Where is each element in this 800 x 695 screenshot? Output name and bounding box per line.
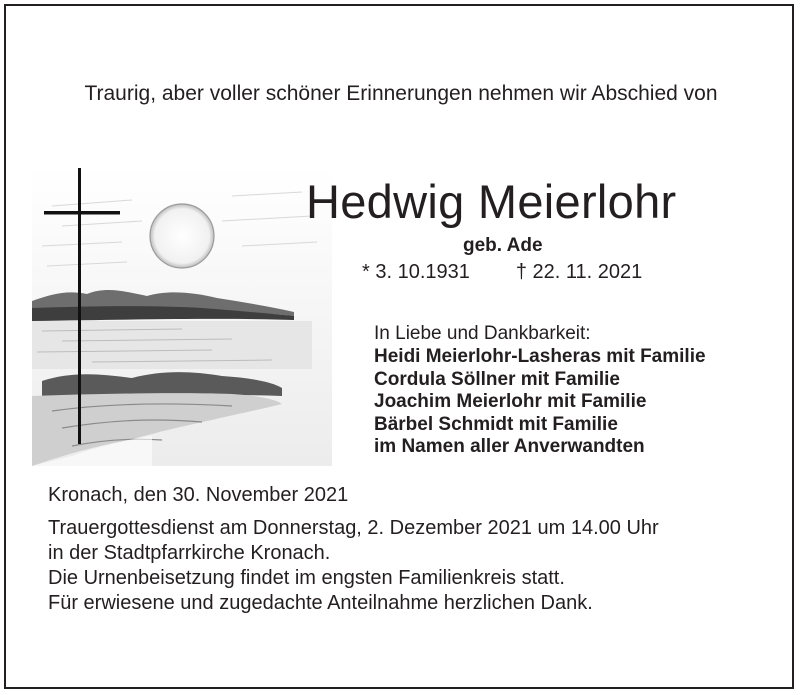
life-dates <box>362 261 642 284</box>
service-line: Trauergottesdienst am Donnerstag, 2. Dezember 2021 um 14.00 Uhr <box>48 517 659 539</box>
death-date: † 22. 11. 2021 <box>515 261 643 283</box>
cross-icon <box>44 168 120 444</box>
deceased-name: Hedwig Meierlohr <box>306 175 677 228</box>
mourners-lead: In Liebe und Dankbarkeit: <box>374 323 591 344</box>
mourner-name: im Namen aller Anverwandten <box>374 436 645 457</box>
mourner-name: Bärbel Schmidt mit Familie <box>374 413 618 435</box>
mourner-name: Heidi Meierlohr-Lasheras mit Familie <box>374 346 706 367</box>
mourners-block <box>374 322 706 459</box>
notice-details <box>48 483 659 616</box>
obituary-notice <box>4 4 794 689</box>
service-line: Für erwiesene und zugedachte Anteilnahme herzlichen Dank. <box>48 592 593 614</box>
service-line: Die Urnenbeisetzung findet im engsten Familienkreis statt. <box>48 567 565 589</box>
birth-name: geb. Ade <box>463 235 543 256</box>
place-date: Kronach, den 30. November 2021 <box>48 484 349 506</box>
birth-date: * 3. 10.1931 <box>362 261 470 283</box>
mourner-name: Cordula Söllner mit Familie <box>374 368 620 390</box>
intro-text: Traurig, aber voller schöner Erinnerungen nehmen wir Abschied von <box>84 82 718 105</box>
service-line: in der Stadtpfarrkirche Kronach. <box>48 542 331 564</box>
sun-shape <box>150 204 214 268</box>
mourner-name: Joachim Meierlohr mit Familie <box>374 391 647 412</box>
